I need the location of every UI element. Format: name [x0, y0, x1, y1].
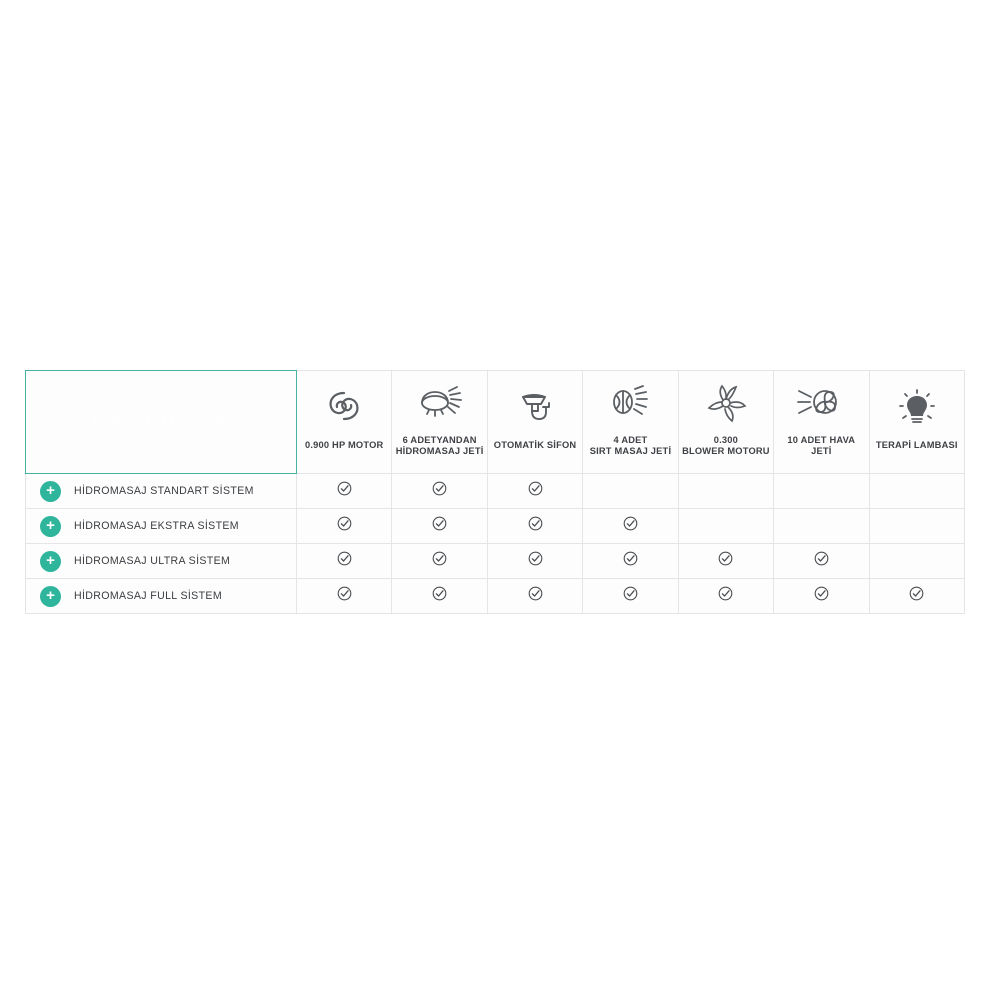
check-icon	[432, 586, 447, 601]
cell-2-4	[678, 544, 773, 579]
hydromassage-comparison-table	[25, 370, 965, 614]
check-icon	[337, 481, 352, 496]
row-label-0: HİDROMASAJ STANDART SİSTEM	[74, 485, 254, 497]
cell-2-6	[869, 544, 964, 579]
cell-2-3	[583, 544, 678, 579]
spray-jet-icon	[392, 381, 486, 433]
column-header-label-5: 10 ADET HAVA JETİ	[787, 434, 856, 456]
column-header-label-3a: 4 ADET	[613, 434, 648, 445]
column-header-0	[297, 371, 392, 474]
blower-motor-icon	[679, 381, 773, 433]
row-label-cell-3	[26, 579, 297, 614]
check-icon	[528, 516, 543, 531]
column-header-4	[678, 371, 773, 474]
cell-0-3	[583, 474, 678, 509]
cell-0-2	[487, 474, 582, 509]
check-icon	[623, 586, 638, 601]
empty-cell	[725, 494, 726, 495]
back-massage-jet-icon	[583, 381, 677, 433]
check-icon	[432, 516, 447, 531]
column-header-label-0: 0.900 HP MOTOR	[305, 440, 384, 451]
table-title-cell	[26, 371, 297, 474]
table-body	[26, 474, 965, 614]
table-row[interactable]	[26, 544, 965, 579]
cell-1-0	[297, 509, 392, 544]
cell-0-6	[869, 474, 964, 509]
check-icon	[528, 551, 543, 566]
check-icon	[814, 586, 829, 601]
air-jet-icon	[774, 381, 868, 433]
empty-cell	[725, 529, 726, 530]
check-icon	[718, 551, 733, 566]
check-icon	[337, 551, 352, 566]
check-icon	[909, 586, 924, 601]
check-icon	[718, 586, 733, 601]
cell-3-6	[869, 579, 964, 614]
check-icon	[623, 551, 638, 566]
check-icon	[528, 481, 543, 496]
therapy-lamp-icon	[870, 386, 964, 438]
empty-cell	[916, 494, 917, 495]
check-icon	[337, 516, 352, 531]
expand-plus-icon[interactable]: +	[40, 551, 61, 572]
expand-plus-icon[interactable]: +	[40, 586, 61, 607]
table-header-row	[26, 371, 965, 474]
cell-1-1	[392, 509, 487, 544]
column-header-label-2: OTOMATİK SİFON	[493, 440, 577, 451]
check-icon	[528, 586, 543, 601]
check-icon	[337, 586, 352, 601]
column-header-label-4a: 0.300	[713, 434, 739, 445]
cell-3-3	[583, 579, 678, 614]
column-header-label-6: TERAPİ LAMBASI	[875, 440, 958, 451]
siphon-icon	[488, 386, 582, 438]
cell-2-5	[774, 544, 869, 579]
row-label-1: HİDROMASAJ EKSTRA SİSTEM	[74, 520, 239, 532]
cell-1-5	[774, 509, 869, 544]
check-icon	[432, 481, 447, 496]
cell-2-2	[487, 544, 582, 579]
cell-0-1	[392, 474, 487, 509]
table-row[interactable]	[26, 474, 965, 509]
cell-3-2	[487, 579, 582, 614]
column-header-label-1a: 6 ADETYANDAN	[402, 434, 477, 445]
cell-3-5	[774, 579, 869, 614]
column-header-1	[392, 371, 487, 474]
cell-1-3	[583, 509, 678, 544]
cell-3-1	[392, 579, 487, 614]
cell-2-1	[392, 544, 487, 579]
empty-cell	[821, 494, 822, 495]
expand-plus-icon[interactable]: +	[40, 516, 61, 537]
empty-cell	[916, 529, 917, 530]
row-label-cell-2	[26, 544, 297, 579]
column-header-2	[487, 371, 582, 474]
empty-cell	[916, 564, 917, 565]
check-icon	[432, 551, 447, 566]
cell-3-0	[297, 579, 392, 614]
cell-0-4	[678, 474, 773, 509]
cell-3-4	[678, 579, 773, 614]
check-icon	[623, 516, 638, 531]
row-label-2: HİDROMASAJ ULTRA SİSTEM	[74, 555, 231, 567]
cell-1-2	[487, 509, 582, 544]
cell-1-6	[869, 509, 964, 544]
expand-plus-icon[interactable]: +	[40, 481, 61, 502]
empty-cell	[630, 494, 631, 495]
column-header-label-4b: BLOWER MOTORU	[682, 446, 770, 456]
cell-1-4	[678, 509, 773, 544]
column-header-6	[869, 371, 964, 474]
cell-2-0	[297, 544, 392, 579]
row-label-3: HİDROMASAJ FULL SİSTEM	[74, 590, 222, 602]
feature-comparison-table	[25, 370, 965, 614]
column-header-3	[583, 371, 678, 474]
row-label-cell-1	[26, 509, 297, 544]
column-header-label-3b: SIRT MASAJ JETİ	[589, 446, 672, 456]
whirlpool-jet-icon	[297, 386, 391, 438]
table-row[interactable]	[26, 579, 965, 614]
table-row[interactable]	[26, 509, 965, 544]
cell-0-0	[297, 474, 392, 509]
cell-0-5	[774, 474, 869, 509]
column-header-label-1b: HİDROMASAJ JETİ	[395, 446, 484, 456]
row-label-cell-0	[26, 474, 297, 509]
check-icon	[814, 551, 829, 566]
column-header-5	[774, 371, 869, 474]
table-header	[26, 371, 965, 474]
page-title: HİDROMASAJ SİSTEMİ	[93, 417, 229, 429]
empty-cell	[821, 529, 822, 530]
